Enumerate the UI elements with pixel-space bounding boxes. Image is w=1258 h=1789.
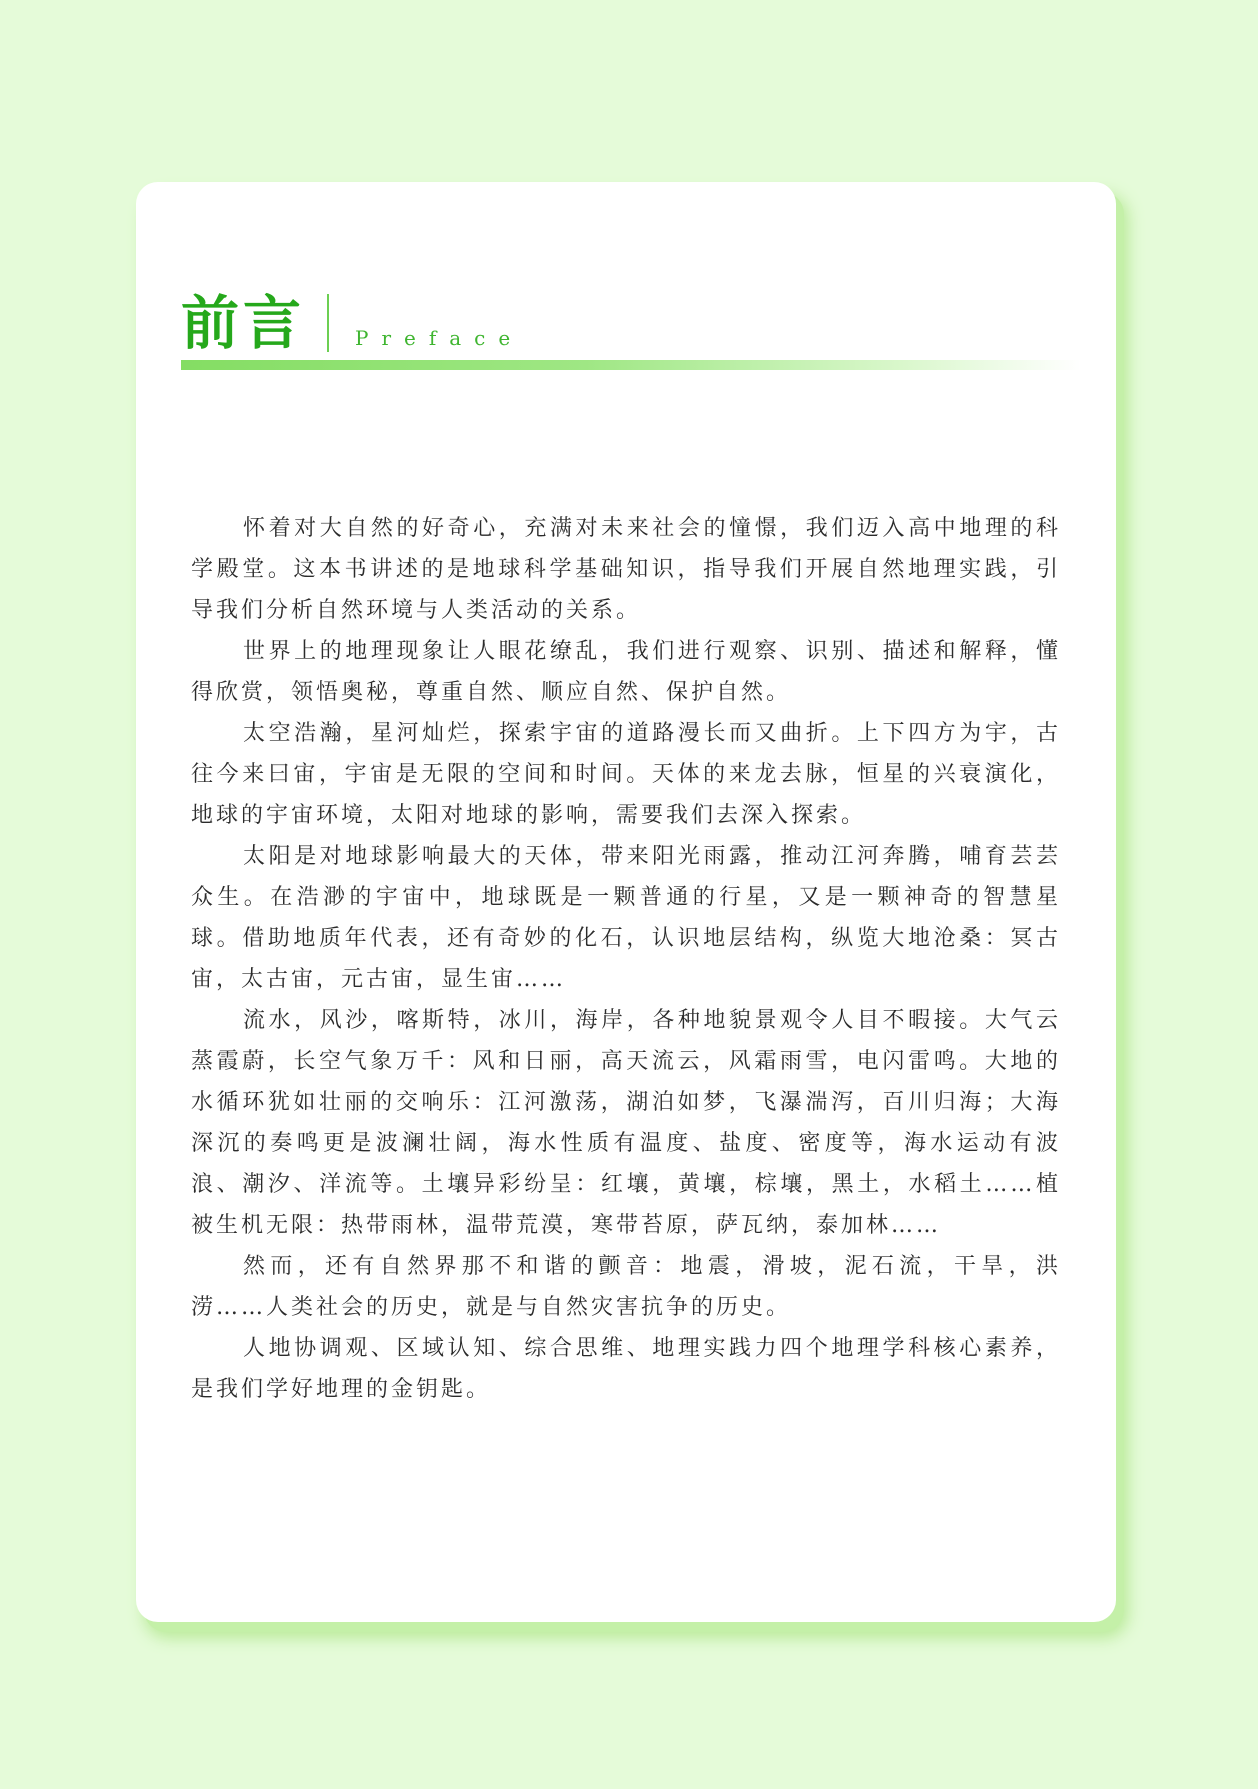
paragraph: 世界上的地理现象让人眼花缭乱，我们进行观察、识别、描述和解释，懂得欣赏，领悟奥秘，尊重自然、顺应自然、保护自然。 bbox=[191, 639, 1061, 705]
paragraph: 流水，风沙，喀斯特，冰川，海岸，各种地貌景观令人目不暇接。大气云蒸霞蔚，长空气象万千：风和日丽，高天流云，风霜雨雪，电闪雷鸣。大地的水循环犹如壮丽的交响乐：江河激荡，湖泊如梦，飞瀑湍泻，百川归海；大海深沉的奏鸣更是波澜壮阔，海水性质有温度、盐度、密度等，海水运动有波浪、潮汐、洋流等。土壤异彩纷呈：红壤，黄壤，棕壤，黑土，水稻土……植被生机无限：热带雨林，温带荒漠，寒带苔原，萨瓦纳，泰加林…… bbox=[191, 1008, 1061, 1238]
heading bbox=[181, 288, 1081, 358]
paragraph: 人地协调观、区域认知、综合思维、地理实践力四个地理学科核心素养，是我们学好地理的金钥匙。 bbox=[191, 1336, 1061, 1402]
page-subtitle: Preface bbox=[355, 326, 524, 350]
paragraph: 然而，还有自然界那不和谐的颤音：地震，滑坡，泥石流，干旱，洪涝……人类社会的历史，就是与自然灾害抗争的历史。 bbox=[191, 1254, 1061, 1320]
page-title: 前言 bbox=[181, 289, 306, 357]
title-rule bbox=[181, 360, 1081, 370]
preface-body bbox=[191, 508, 1061, 1410]
paragraph: 怀着对大自然的好奇心，充满对未来社会的憧憬，我们迈入高中地理的科学殿堂。这本书讲述的是地球科学基础知识，指导我们开展自然地理实践，引导我们分析自然环境与人类活动的关系。 bbox=[191, 516, 1061, 623]
title-divider bbox=[327, 294, 329, 352]
paragraph: 太空浩瀚，星河灿烂，探索宇宙的道路漫长而又曲折。上下四方为宇，古往今来曰宙，宇宙是无限的空间和时间。天体的来龙去脉，恒星的兴衰演化，地球的宇宙环境，太阳对地球的影响，需要我们去深入探索。 bbox=[191, 721, 1061, 828]
paragraph: 太阳是对地球影响最大的天体，带来阳光雨露，推动江河奔腾，哺育芸芸众生。在浩渺的宇宙中，地球既是一颗普通的行星，又是一颗神奇的智慧星球。借助地质年代表，还有奇妙的化石，认识地层结构，纵览大地沧桑：冥古宙，太古宙，元古宙，显生宙…… bbox=[191, 844, 1061, 992]
